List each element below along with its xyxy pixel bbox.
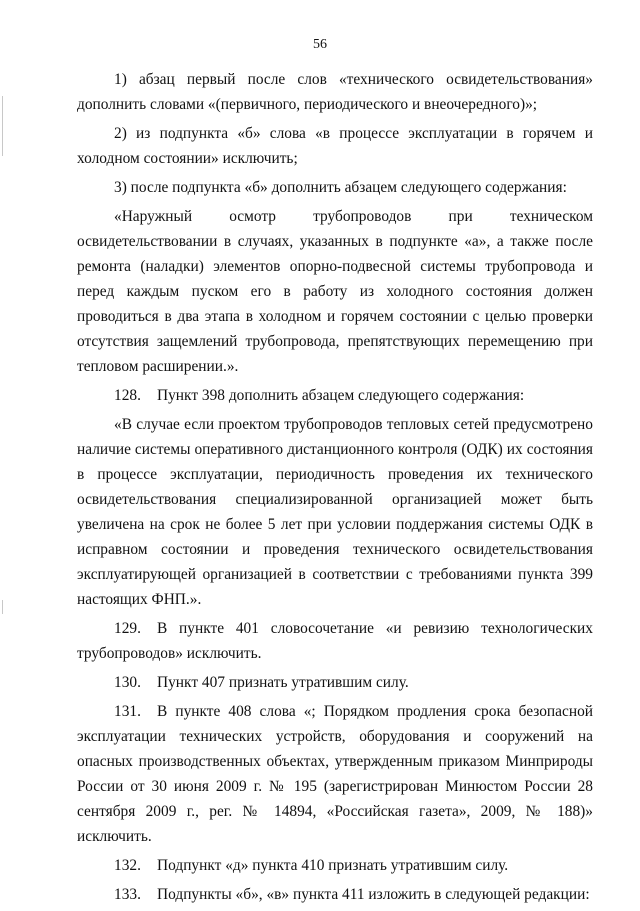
numbered-paragraph: 132. Подпункт «д» пункта 410 признать утратившим силу. xyxy=(77,853,593,878)
paragraph: «Наружный осмотр трубопроводов при техническом освидетельствовании в случаях, указанных в подпункте «а», а также после ремонта (наладки) элементов опорно-подвесной системы трубопровода и перед каждым пуском его в работу из холодного состояния должен проводиться в два этапа в холодном и горячем состоянии с целью проверки отсутствия защемлений трубопровода, препятствующих перемещению при тепловом расширении.». xyxy=(77,208,593,375)
paragraph: 1) абзац первый после слов «технического освидетельствования» дополнить словами «(первичного, периодического и внеочередного)»; xyxy=(77,71,593,113)
paragraph: 3) после подпункта «б» дополнить абзацем следующего содержания: xyxy=(114,179,567,196)
item-number: 129. xyxy=(114,620,141,637)
numbered-paragraph: 133. Подпункты «б», «в» пункта 411 изложить в следующей редакции: xyxy=(77,882,593,907)
scan-edge-mark xyxy=(2,600,3,614)
item-number: 130. xyxy=(114,674,141,691)
numbered-paragraph: 129. В пункте 401 словосочетание «и ревизию технологических трубопроводов» исключить. xyxy=(77,616,593,666)
paragraph: 2) из подпункта «б» слова «в процессе эксплуатации в горячем и холодном состоянии» исключить; xyxy=(77,125,593,167)
item-number: 132. xyxy=(114,857,141,874)
item-number: 133. xyxy=(114,886,141,903)
numbered-paragraph: 131. В пункте 408 слова «; Порядком продления срока безопасной эксплуатации технических устройств, оборудования и сооружений на опасных производственных объектах, утвержденным приказом Минприроды России от 30 июня 2009 г. № 195 (зарегистрирован Минюстом России 28 сентября 2009 г., рег. № 14894, «Российская газета», 2009, № 188)» исключить. xyxy=(77,699,593,849)
numbered-paragraph: 130. Пункт 407 признать утратившим силу. xyxy=(77,670,593,695)
page-number: 56 xyxy=(313,37,327,52)
document-body xyxy=(77,67,593,911)
numbered-paragraph: 128. Пункт 398 дополнить абзацем следующего содержания: xyxy=(77,383,593,408)
scan-edge-mark xyxy=(2,96,3,156)
item-number: 128. xyxy=(114,387,141,404)
paragraph: «В случае если проектом трубопроводов тепловых сетей предусмотрено наличие системы оперативного дистанционного контроля (ОДК) их состояния в процессе эксплуатации, периодичность проведения их технического освидетельствования специализированной организацией может быть увеличена на срок не более 5 лет при условии поддержания системы ОДК в исправном состоянии и проведения технического освидетельствования эксплуатирующей организацией в соответствии с требованиями пункта 399 настоящих ФНП.». xyxy=(77,416,593,608)
item-number: 131. xyxy=(114,703,141,720)
